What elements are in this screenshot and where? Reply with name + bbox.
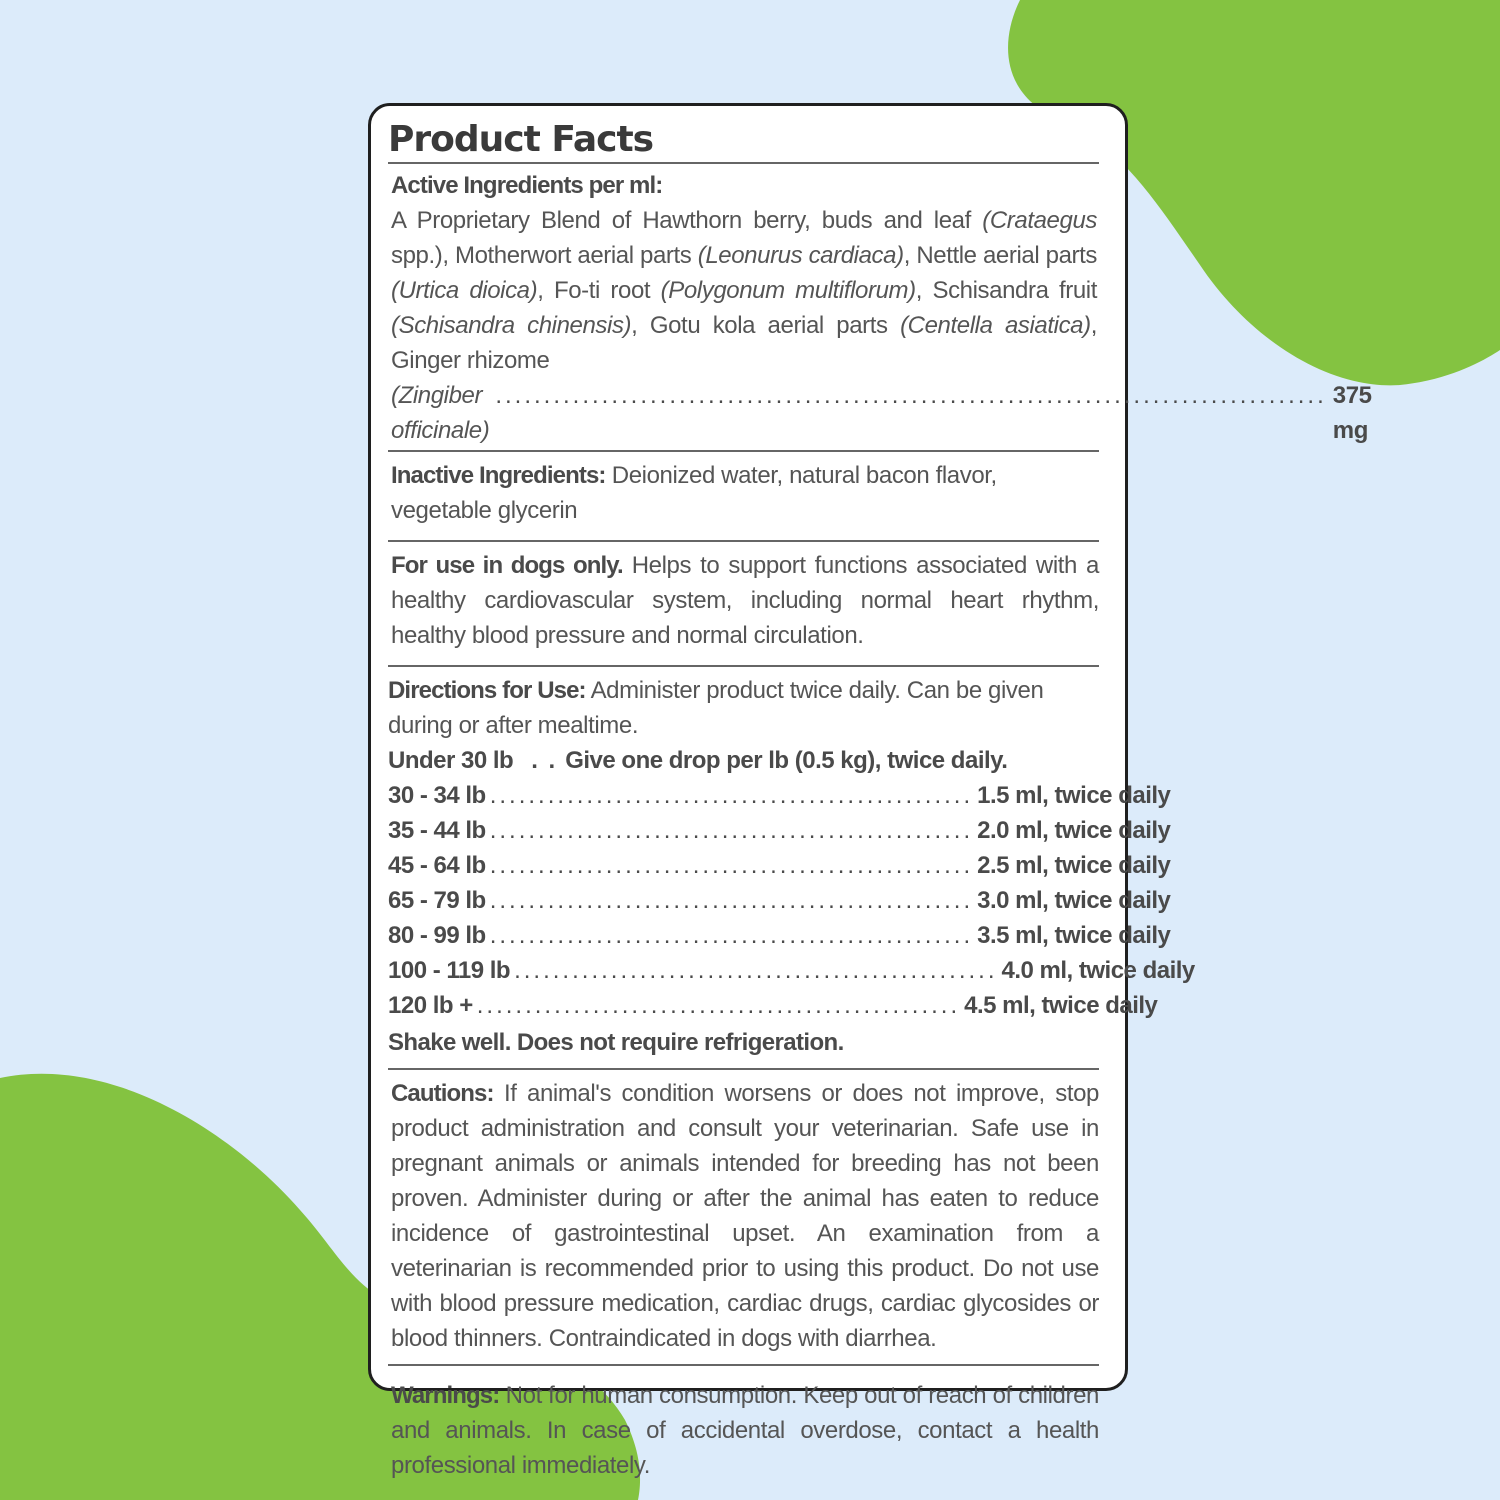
inactive-ingredients-section (388, 452, 1099, 540)
dot-leader: .................................................. (489, 922, 974, 949)
dose-weight: 100 - 119 lb (388, 957, 511, 984)
dot-leader: .................................................. (489, 887, 974, 914)
cautions-section (388, 1070, 1099, 1364)
dosing-row (388, 848, 1171, 883)
dose-amount: Give one drop per lb (0.5 kg), twice daily. (565, 747, 1008, 774)
dose-amount: 3.0 ml, twice daily (977, 887, 1171, 914)
use-section (388, 542, 1099, 665)
botanical-name: (Crataegus (982, 207, 1097, 234)
dose-amount: 2.5 ml, twice daily (977, 852, 1171, 879)
dosing-row (388, 953, 1195, 988)
directions-description: Administer product twice daily. Can be given during or after mealtime. (388, 677, 1044, 739)
dot-leader: .................................................. (489, 817, 974, 844)
panel-title: Product Facts (388, 119, 654, 160)
dosing-row (388, 988, 1158, 1023)
cautions-heading: Cautions: (391, 1080, 494, 1107)
dot-leader: .................................................. (489, 782, 974, 809)
use-text (391, 548, 1099, 653)
ingredient-text: A Proprietary Blend of Hawthorn berry, buds and leaf (391, 207, 983, 234)
ingredient-text: , Fo-ti root (537, 277, 661, 304)
dosing-row (388, 918, 1171, 953)
dose-weight: 30 - 34 lb (388, 782, 486, 809)
active-ingredients-section (388, 164, 1372, 450)
dosing-row (388, 813, 1171, 848)
warnings-heading: Warnings: (391, 1382, 500, 1409)
ingredient-text: , Schisandra fruit (915, 277, 1098, 304)
directions-section (388, 667, 1195, 1068)
inactive-ingredients-text (391, 458, 1079, 528)
last-ingredient-name: (Zingiber officinale) (391, 382, 490, 444)
dosing-row-under-30 (388, 743, 1008, 778)
blend-amount: 375 mg (1332, 382, 1372, 444)
dot-leader: .................................................. (489, 852, 974, 879)
warnings-section (388, 1366, 1099, 1483)
dose-amount: 1.5 ml, twice daily (977, 782, 1171, 809)
dot-leader: .................................................. (514, 957, 998, 984)
dose-weight: 120 lb + (388, 992, 473, 1019)
product-facts-panel (368, 103, 1372, 1479)
botanical-name: (Centella asiatica) (900, 312, 1091, 339)
blend-amount-row (391, 378, 1372, 448)
warnings-description: Not for human consumption. Keep out of reach of children and animals. In case of accidental overdose, contact a health professional immediately. (391, 1382, 1099, 1479)
ingredient-blend-text (391, 203, 1099, 378)
ingredient-text: , Gotu kola aerial parts (631, 312, 901, 339)
dose-amount: 4.5 ml, twice daily (964, 992, 1158, 1019)
active-ingredients-heading: Active Ingredients per ml: (391, 172, 663, 199)
dot-leader: .................................................. (476, 992, 961, 1019)
cautions-text (391, 1076, 1099, 1356)
inactive-ingredients-list: Deionized water, natural bacon flavor, vegetable glycerin (391, 462, 997, 524)
dot-leader: ...................................................................................... (495, 382, 1327, 409)
dosing-row (388, 778, 1171, 813)
dose-weight: 65 - 79 lb (388, 887, 486, 914)
botanical-name: (Polygonum multiflorum) (660, 277, 916, 304)
dose-weight: Under 30 lb (388, 747, 514, 774)
storage-note: Shake well. Does not require refrigeration. (388, 1029, 844, 1056)
use-description: Helps to support functions associated with a healthy cardiovascular system, including normal heart rhythm, healthy blood pressure and normal circulation. (391, 552, 1099, 649)
warnings-text (391, 1378, 1099, 1483)
dose-amount: 2.0 ml, twice daily (977, 817, 1171, 844)
ingredient-text: , Nettle aerial parts (903, 242, 1097, 269)
dose-weight: 45 - 64 lb (388, 852, 486, 879)
dose-weight: 35 - 44 lb (388, 817, 486, 844)
dose-weight: 80 - 99 lb (388, 922, 486, 949)
ingredient-text: , Ginger rhizome (391, 312, 1098, 374)
dosing-table (388, 778, 1195, 1023)
cautions-description: If animal's condition worsens or does not improve, stop product administration and consult your veterinarian. Safe use in pregnant animals or animals intended for breeding has not been proven. Administer during or after the animal has eaten to reduce incidence of gastrointestinal upset. An examination from a veterinarian is recommended prior to using this product. Do not use with blood pressure medication, cardiac drugs, cardiac glycosides or blood thinners. Contraindicated in dogs with diarrhea. (391, 1080, 1099, 1352)
directions-text (388, 673, 1099, 743)
inactive-ingredients-heading: Inactive Ingredients: (391, 462, 606, 489)
directions-heading: Directions for Use: (388, 677, 586, 704)
dot-leader: . . (531, 747, 558, 774)
dosing-row (388, 883, 1171, 918)
use-heading: For use in dogs only. (391, 552, 623, 579)
botanical-name: (Urtica dioica) (391, 277, 538, 304)
ingredient-text: spp.), Motherwort aerial parts (391, 242, 698, 269)
dose-amount: 4.0 ml, twice daily (1001, 957, 1195, 984)
botanical-name: (Schisandra chinensis) (391, 312, 632, 339)
dose-amount: 3.5 ml, twice daily (977, 922, 1171, 949)
botanical-name: (Leonurus cardiaca) (697, 242, 904, 269)
